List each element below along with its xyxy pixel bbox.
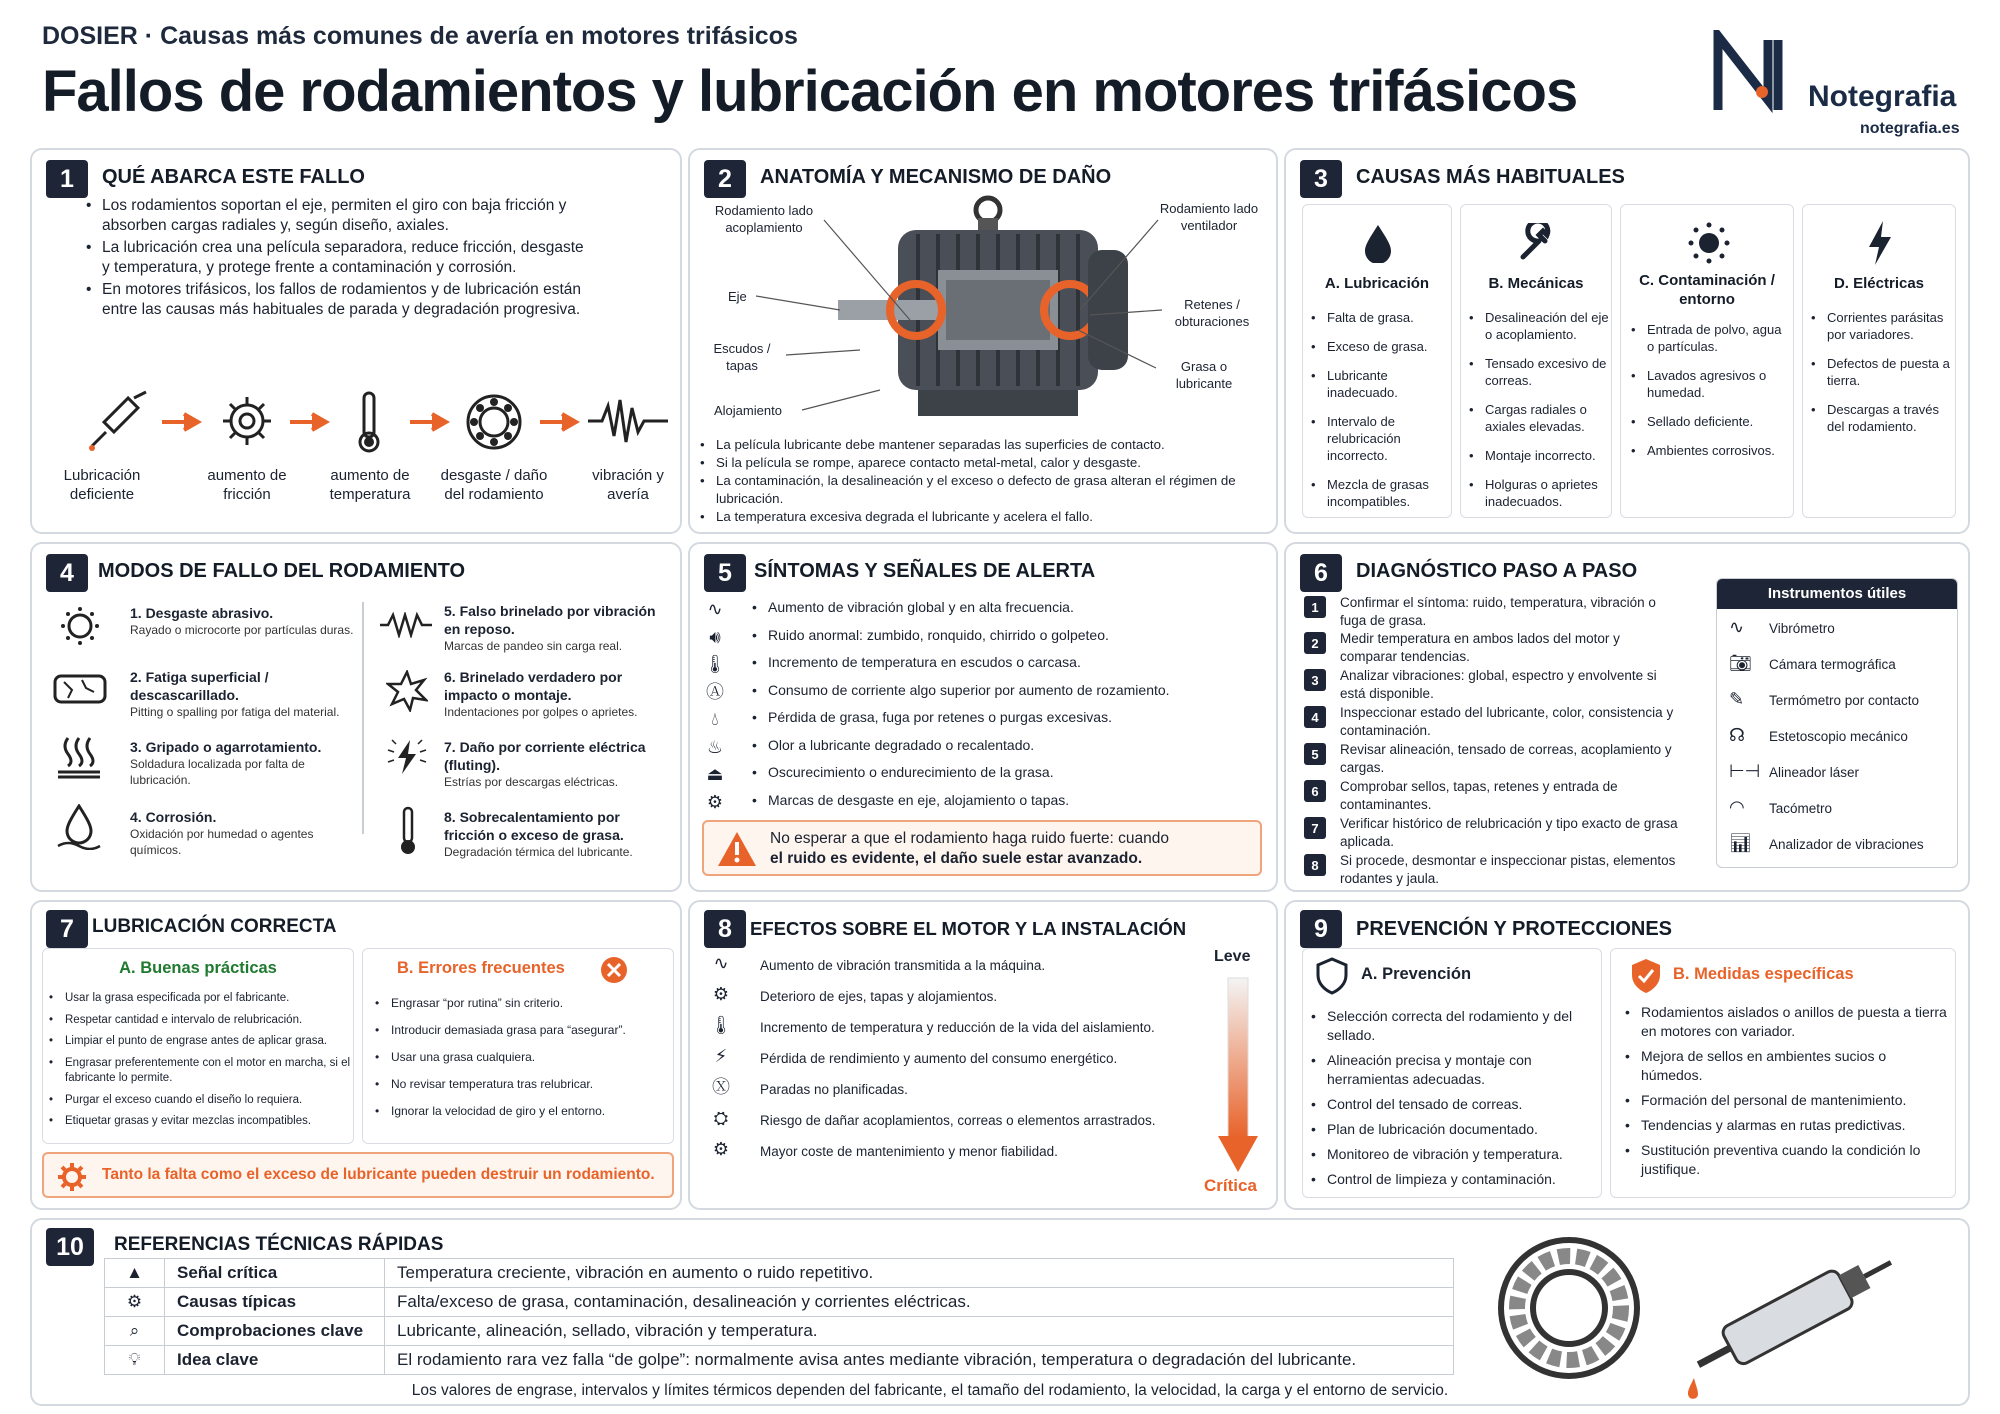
ref-value: El rodamiento rara vez falla “de golpe”: normalmente avisa antes mediante vibración, temperatura o degradación del lubricante.: [385, 1346, 1454, 1375]
cause-card-title: B. Mecánicas: [1488, 275, 1584, 292]
step-text: Revisar alineación, tensado de correas, acoplamiento y cargas.: [1340, 742, 1672, 775]
symptom-item: • Pérdida de grasa, fuga por retenes o purgas excesivas.: [750, 704, 1270, 732]
mode-title: 7. Daño por corriente eléctrica (fluting).: [444, 739, 646, 773]
gear-icon: ⚙: [706, 791, 724, 812]
lightning-icon: [1865, 219, 1895, 267]
instrument-label: Estetoscopio mecánico: [1769, 729, 1908, 744]
mode-desc: Soldadura localizada por falta de lubricación.: [130, 757, 305, 787]
cause-item: • Lavados agresivos o humedad.: [1629, 367, 1791, 401]
gear-icon: ⚙: [105, 1288, 165, 1317]
cost-icon: ⚙: [712, 1139, 730, 1159]
step-text: Medir temperatura en ambos lados del motor y comparar tendencias.: [1340, 631, 1620, 664]
abrasive-icon: [58, 606, 102, 646]
prevention-card: [1302, 948, 1602, 1198]
cause-item: • Intervalo de relubricación incorrecto.: [1309, 413, 1449, 464]
flow-label: vibración y avería: [592, 467, 664, 503]
instrument-label: Termómetro por contacto: [1769, 693, 1920, 708]
cause-item: • Mezcla de grasas incompatibles.: [1309, 476, 1449, 510]
mode-desc: Rayado o microcorte por partículas duras.: [130, 623, 354, 637]
step-text: Comprobar sellos, tapas, retenes y entrada de contaminantes.: [1340, 779, 1618, 812]
effect-item: Deterioro de ejes, tapas y alojamientos.: [760, 989, 998, 1004]
symptom-item: • Ruido anormal: zumbido, ronquido, chirrido o golpeteo.: [750, 622, 1270, 650]
laser-align-icon: ⊢⊣: [1729, 761, 1761, 781]
vibration-icon: ∿: [1729, 617, 1745, 637]
section-number: 10: [46, 1228, 94, 1266]
analyzer-icon: 📊︎: [1729, 833, 1752, 853]
gear-icon: [58, 1163, 86, 1191]
cause-list: [1309, 309, 1449, 522]
common-errors-title: B. Errores frecuentes: [397, 959, 565, 977]
vibration-icon: ∿: [713, 953, 729, 973]
mode-title: 3. Gripado o agarrotamiento.: [130, 739, 322, 755]
measure-item: • Mejora de sellos en ambientes sucios o húmedos.: [1623, 1047, 1949, 1085]
speaker-icon: 🔊︎: [709, 626, 721, 647]
drop-icon: [1363, 223, 1393, 263]
label-grasa: Grasa o lubricante: [1175, 359, 1233, 391]
divider: [362, 602, 364, 834]
bearing-icon: [464, 392, 524, 452]
flow-label: aumento de temperatura: [329, 467, 411, 503]
cause-item: • Sellado deficiente.: [1629, 413, 1791, 430]
flow-label: aumento de fricción: [207, 467, 287, 503]
section-number: 3: [1300, 160, 1342, 198]
arrow-right-icon: [162, 412, 202, 432]
effect-item: Paradas no planificadas.: [760, 1082, 908, 1097]
good-practice: • Limpiar el punto de engrase antes de aplicar grasa.: [47, 1034, 351, 1050]
instrument-item: [1729, 797, 1832, 818]
cause-list: [1809, 309, 1955, 447]
effect-item: Riesgo de dañar acoplamientos, correas o elementos arrastrados.: [760, 1113, 1156, 1128]
section-number: 4: [46, 554, 88, 592]
section-title: SÍNTOMAS Y SEÑALES DE ALERTA: [754, 560, 1096, 582]
alert-line-2: el ruido es evidente, el daño suele estar avanzado.: [770, 850, 1143, 867]
cause-item: • Lubricante inadecuado.: [1309, 367, 1449, 401]
probe-icon: ✎: [1729, 689, 1745, 709]
section-number: 8: [704, 910, 746, 948]
step-number: 4: [1304, 706, 1326, 728]
measure-item: • Tendencias y alarmas en rutas predictivas.: [1623, 1116, 1949, 1135]
vibration-icon: [588, 396, 668, 446]
table-row: [105, 1317, 1454, 1346]
good-practice: • Etiquetar grasas y evitar mezclas incompatibles.: [47, 1114, 351, 1130]
cause-card-lubrication: [1302, 204, 1452, 518]
section-symptoms: [688, 542, 1278, 892]
cause-item: • Ambientes corrosivos.: [1629, 442, 1791, 459]
failure-flow: [54, 390, 664, 530]
step-number: 3: [1304, 669, 1326, 691]
arrow-right-icon: [290, 412, 330, 432]
gear-icon: [220, 394, 274, 448]
arrow-right-icon: [410, 412, 450, 432]
anatomy-bullet: • La contaminación, la desalineación y el exceso o defecto de grasa alteran el régimen de lubricación.: [698, 472, 1266, 508]
smell-icon: ♨: [706, 736, 724, 757]
cause-card-title: D. Eléctricas: [1833, 275, 1925, 292]
effect-item: Aumento de vibración transmitida a la máquina.: [760, 958, 1046, 973]
warning-icon: [716, 830, 758, 868]
table-row: [105, 1288, 1454, 1317]
scale-top-label: Leve: [1214, 948, 1251, 965]
symptom-item: • Consumo de corriente algo superior por aumento de rozamiento.: [750, 677, 1270, 705]
failure-mode: [444, 738, 674, 790]
section-title: PREVENCIÓN Y PROTECCIONES: [1356, 918, 1672, 940]
common-error: • Ignorar la velocidad de giro y el entorno.: [373, 1103, 669, 1119]
step-number: 5: [1304, 743, 1326, 765]
cause-item: • Montaje incorrecto.: [1467, 447, 1611, 464]
seizure-heat-icon: [54, 734, 104, 780]
coupling-icon: ⛭: [713, 1108, 729, 1128]
cause-item: • Corrientes parásitas por variadores.: [1809, 309, 1955, 343]
electric-discharge-icon: [384, 734, 430, 780]
failure-mode: [130, 668, 362, 720]
section-number: 6: [1300, 554, 1342, 592]
mode-desc: Marcas de pandeo sin carga real.: [444, 639, 623, 653]
specific-measures-list: [1623, 1003, 1949, 1179]
ref-key: Comprobaciones clave: [165, 1317, 385, 1346]
corrosion-drop-icon: [54, 804, 104, 850]
anatomy-bullets: [698, 436, 1266, 526]
anatomy-bullet: • Si la película se rompe, aparece contacto metal-metal, calor y desgaste.: [698, 454, 1266, 472]
cause-item: • Descargas a través del rodamiento.: [1809, 401, 1955, 435]
common-error: • Introducir demasiada grasa para “asegurar”.: [373, 1022, 669, 1038]
common-errors-card: [362, 948, 674, 1144]
label-eje: Eje: [728, 289, 747, 304]
thermometer-icon: [354, 390, 384, 454]
cause-card-title: A. Lubricación: [1324, 275, 1430, 292]
section-number: 1: [46, 160, 88, 198]
section-causes: [1284, 148, 1970, 534]
thermometer-icon: [396, 806, 420, 856]
ampere-icon: Ⓐ: [706, 681, 724, 702]
instrument-item: [1729, 761, 1859, 782]
failure-mode: [130, 808, 356, 858]
cause-card-title: C. Contaminación / entorno: [1639, 272, 1775, 308]
cause-item: • Tensado excesivo de correas.: [1467, 355, 1611, 389]
specific-measures-title: B. Medidas específicas: [1673, 965, 1854, 983]
anatomy-bullet: • La temperatura excesiva degrada el lubricante y acelera el fallo.: [698, 508, 1266, 526]
mode-title: 8. Sobrecalentamiento por fricción o exceso de grasa.: [444, 809, 624, 843]
failure-mode: [130, 604, 360, 638]
step-text: Analizar vibraciones: global, espectro y envolvente si está disponible.: [1340, 668, 1657, 701]
grease-icon: ⏏: [706, 764, 724, 784]
label-rod-acop: Rodamiento lado acoplamiento: [714, 203, 814, 235]
cause-item: • Falta de grasa.: [1309, 309, 1449, 326]
mode-title: 6. Brinelado verdadero por impacto o montaje.: [444, 669, 623, 703]
vibration-icon: ∿: [707, 599, 723, 619]
step-number: 6: [1304, 780, 1326, 802]
label-alojamiento: Alojamiento: [714, 403, 782, 418]
camera-icon: 📷︎: [1729, 653, 1752, 673]
mode-desc: Oxidación por humedad o agentes químicos.: [130, 827, 314, 857]
section-effects: [688, 900, 1278, 1210]
section-title: DIAGNÓSTICO PASO A PASO: [1356, 560, 1638, 582]
drop-icon: 💧︎: [711, 709, 719, 729]
instrument-label: Cámara termográfica: [1769, 657, 1896, 672]
stop-icon: Ⓧ: [712, 1077, 730, 1097]
section-scope: [30, 148, 682, 534]
step-number: 1: [1304, 596, 1326, 618]
mode-desc: Indentaciones por golpes o aprietes.: [444, 705, 638, 719]
mode-title: 5. Falso brinelado por vibración en reposo.: [444, 603, 656, 637]
wrench-icon: [1517, 223, 1557, 263]
brand-logo: [1712, 30, 1972, 146]
efficiency-icon: ⚡︎: [714, 1046, 728, 1066]
ref-value: Temperatura creciente, vibración en aumento o ruido repetitivo.: [385, 1259, 1454, 1288]
instrument-label: Vibrómetro: [1769, 621, 1835, 636]
instrument-item: [1729, 689, 1919, 710]
section-title: ANATOMÍA Y MECANISMO DE DAÑO: [760, 166, 1112, 188]
step-text: Inspeccionar estado del lubricante, color, consistencia y contaminación.: [1340, 705, 1674, 738]
alert-line-1: No esperar a que el rodamiento haga ruido fuerte: cuando: [770, 830, 1169, 847]
impact-icon: [386, 670, 428, 712]
symptom-item: • Incremento de temperatura en escudos o carcasa.: [750, 649, 1270, 677]
prevention-item: • Selección correcta del rodamiento y del sellado.: [1309, 1007, 1599, 1045]
instruments-box: [1716, 578, 1958, 868]
tachometer-icon: ◠: [1729, 797, 1745, 817]
good-practice: • Usar la grasa especificada por el fabricante.: [47, 991, 351, 1007]
section-number: 5: [704, 554, 746, 592]
effects-list: [760, 950, 1200, 1167]
good-practices-list: [47, 991, 351, 1130]
ref-key: Idea clave: [165, 1346, 385, 1375]
prevention-item: • Monitoreo de vibración y temperatura.: [1309, 1145, 1599, 1164]
instrument-item: [1729, 833, 1924, 854]
step-number: 2: [1304, 632, 1326, 654]
section-title: MODOS DE FALLO DEL RODAMIENTO: [98, 560, 466, 582]
effect-icons: [706, 948, 736, 1165]
ref-key: Señal crítica: [165, 1259, 385, 1288]
good-practice: • Respetar cantidad e intervalo de relubricación.: [47, 1013, 351, 1029]
section-title: EFECTOS SOBRE EL MOTOR Y LA INSTALACIÓN: [750, 918, 1187, 939]
alert-box: [702, 820, 1262, 876]
cause-item: • Exceso de grasa.: [1309, 338, 1449, 355]
scope-bullet: • En motores trifásicos, los fallos de rodamientos y de lubricación están entre las causas más habituales de parada y degradación progresiva.: [84, 280, 584, 320]
mode-title: 1. Desgaste abrasivo.: [130, 605, 274, 621]
ref-key: Causas típicas: [165, 1288, 385, 1317]
instrument-item: [1729, 653, 1896, 674]
reference-table: [104, 1258, 1454, 1375]
grease-gun-icon: [84, 390, 154, 454]
page-title: Fallos de rodamientos y lubricación en motores trifásicos: [42, 59, 1578, 124]
flow-label: desgaste / daño del rodamiento: [440, 467, 548, 503]
mode-title: 2. Fatiga superficial / descascarillado.: [130, 669, 269, 703]
section-anatomy: [688, 148, 1278, 534]
step-number: 7: [1304, 817, 1326, 839]
search-icon: ⌕: [105, 1317, 165, 1346]
cause-card-electrical: [1802, 204, 1956, 518]
flow-label: Lubricación deficiente: [63, 467, 141, 503]
instrument-item: [1729, 725, 1908, 746]
instrument-item: [1729, 617, 1835, 638]
footer-note: Los valores de engrase, intervalos y límites térmicos dependen del fabricante, el tamaño del rodamiento, la velocidad, la carga y el entorno de servicio.: [411, 1382, 1449, 1399]
cause-list: [1629, 321, 1791, 471]
stethoscope-icon: ☊: [1729, 725, 1745, 745]
failure-mode: [130, 738, 356, 788]
label-retenes: Retenes / obturaciones: [1174, 297, 1250, 329]
specific-measures-card: [1610, 948, 1956, 1198]
section-title: REFERENCIAS TÉCNICAS RÁPIDAS: [114, 1234, 444, 1255]
bearing-illustration: [1494, 1236, 1644, 1380]
shield-icon: [1315, 957, 1349, 995]
cause-card-contamination: [1620, 204, 1794, 518]
instruments-title: Instrumentos útiles: [1717, 579, 1957, 609]
section-prevention: [1284, 900, 1970, 1210]
cause-card-mechanical: [1460, 204, 1612, 518]
common-error: • Usar una grasa cualquiera.: [373, 1049, 669, 1065]
arrow-right-icon: [540, 412, 580, 432]
good-practices-card: [42, 948, 354, 1144]
step-text: Confirmar el síntoma: ruido, temperatura, vibración o fuga de grasa.: [1340, 595, 1656, 628]
shaft-icon: ⚙: [712, 984, 730, 1004]
section-lubrication: [30, 900, 682, 1210]
vibration-icon: [380, 612, 432, 638]
brand-url: notegrafia.es: [1860, 120, 1960, 137]
cause-item: • Holguras o aprietes inadecuados.: [1467, 476, 1611, 510]
mode-desc: Degradación térmica del lubricante.: [444, 845, 633, 859]
section-title: QUÉ ABARCA ESTE FALLO: [102, 166, 365, 188]
step-text: Verificar histórico de relubricación y tipo exacto de grasa aplicada.: [1340, 816, 1678, 849]
thermometer-icon: 🌡︎: [703, 654, 727, 674]
warning-icon: ▲: [105, 1259, 165, 1288]
lubrication-note-text: Tanto la falta como el exceso de lubricante pueden destruir un rodamiento.: [102, 1166, 655, 1183]
good-practice: • Engrasar preferentemente con el motor en marcha, si el fabricante lo permite.: [47, 1056, 351, 1087]
scope-bullets: [84, 196, 584, 320]
effect-item: Pérdida de rendimiento y aumento del consumo energético.: [760, 1051, 1118, 1066]
symptom-list: [750, 594, 1270, 814]
lubrication-note: [42, 1152, 674, 1198]
common-error: • Engrasar “por rutina” sin criterio.: [373, 995, 669, 1011]
cause-item: • Desalineación del eje o acoplamiento.: [1467, 309, 1611, 343]
prevention-item: • Control del tensado de correas.: [1309, 1095, 1599, 1114]
shield-check-icon: [1629, 957, 1663, 995]
anatomy-bullet: • La película lubricante debe mantener separadas las superficies de contacto.: [698, 436, 1266, 454]
label-rod-vent: Rodamiento lado ventilador: [1159, 201, 1259, 233]
grease-gun-illustration: [1672, 1230, 1912, 1400]
failure-mode: [444, 602, 672, 654]
symptom-item: • Aumento de vibración global y en alta frecuencia.: [750, 594, 1270, 622]
prevention-item: • Control de limpieza y contaminación.: [1309, 1170, 1599, 1189]
label-leader-lines: [690, 150, 1280, 450]
brand-name: Notegrafia: [1808, 80, 1957, 113]
ref-value: Lubricante, alineación, sellado, vibración y temperatura.: [385, 1317, 1454, 1346]
common-error: • No revisar temperatura tras relubricar.: [373, 1076, 669, 1092]
symptom-item: • Marcas de desgaste en eje, alojamiento o tapas.: [750, 787, 1270, 815]
ref-value: Falta/exceso de grasa, contaminación, desalineación y corrientes eléctricas.: [385, 1288, 1454, 1317]
prevention-item: • Alineación precisa y montaje con herramientas adecuadas.: [1309, 1051, 1599, 1089]
symptom-item: • Oscurecimiento o endurecimiento de la grasa.: [750, 759, 1270, 787]
section-diagnosis: [1284, 542, 1970, 892]
step-number: 8: [1304, 854, 1326, 876]
table-row: [105, 1346, 1454, 1375]
section-failure-modes: [30, 542, 682, 892]
diagnosis-steps: [1304, 594, 1704, 894]
instrument-label: Analizador de vibraciones: [1769, 837, 1924, 852]
scope-bullet: • Los rodamientos soportan el eje, permiten el giro con baja fricción y absorben cargas radiales y, según diseño, axiales.: [84, 196, 584, 236]
scale-bottom-label: Crítica: [1204, 1176, 1257, 1195]
common-errors-list: [373, 995, 669, 1119]
mode-desc: Pitting o spalling por fatiga del material.: [130, 705, 340, 719]
fatigue-icon: [52, 670, 108, 710]
good-practice: • Purgar el exceso cuando el diseño lo requiera.: [47, 1093, 351, 1109]
cause-item: • Cargas radiales o axiales elevadas.: [1467, 401, 1611, 435]
section-number: 9: [1300, 910, 1342, 948]
error-x-icon: [599, 955, 629, 985]
effect-item: Mayor coste de mantenimiento y menor fiabilidad.: [760, 1144, 1058, 1159]
section-title: LUBRICACIÓN CORRECTA: [92, 916, 337, 937]
mode-desc: Estrías por descargas eléctricas.: [444, 775, 619, 789]
cause-list: [1467, 309, 1611, 522]
section-number: 2: [704, 160, 746, 198]
symptom-icons: [700, 596, 730, 836]
section-number: 7: [46, 910, 88, 948]
measure-item: • Sustitución preventiva cuando la condición lo justifique.: [1623, 1141, 1949, 1179]
section-title: CAUSAS MÁS HABITUALES: [1356, 166, 1625, 188]
measure-item: • Rodamientos aislados o anillos de puesta a tierra en motores con variador.: [1623, 1003, 1949, 1041]
instrument-label: Tacómetro: [1769, 801, 1833, 816]
prevention-list: [1309, 1007, 1599, 1189]
failure-mode: [444, 808, 674, 860]
effect-item: Incremento de temperatura y reducción de la vida del aislamiento.: [760, 1020, 1155, 1035]
scope-bullet: • La lubricación crea una película separadora, reduce fricción, desgaste y temperatura, y protege frente a contaminación y corrosión.: [84, 238, 584, 278]
measure-item: • Formación del personal de mantenimiento.: [1623, 1091, 1949, 1110]
mode-title: 4. Corrosión.: [130, 809, 217, 825]
prevention-item: • Plan de lubricación documentado.: [1309, 1120, 1599, 1139]
cause-item: • Entrada de polvo, agua o partículas.: [1629, 321, 1791, 355]
symptom-item: • Olor a lubricante degradado o recalentado.: [750, 732, 1270, 760]
instrument-label: Alineador láser: [1769, 765, 1860, 780]
table-row: [105, 1259, 1454, 1288]
label-escudos: Escudos / tapas: [713, 341, 771, 373]
lightbulb-icon: 💡︎: [105, 1346, 165, 1375]
particles-icon: [1687, 221, 1731, 265]
prevention-title: A. Prevención: [1361, 965, 1472, 983]
header-kicker: DOSIER · Causas más comunes de avería en motores trifásicos: [42, 22, 798, 50]
step-text: Si procede, desmontar e inspeccionar pistas, elementos rodantes y jaula.: [1340, 853, 1676, 886]
severity-arrow: [1218, 976, 1258, 1176]
thermometer-icon: 🌡︎: [709, 1015, 733, 1035]
good-practices-title: A. Buenas prácticas: [119, 959, 277, 977]
failure-mode: [444, 668, 674, 720]
logo-icon: [1712, 30, 1802, 116]
cause-item: • Defectos de puesta a tierra.: [1809, 355, 1955, 389]
